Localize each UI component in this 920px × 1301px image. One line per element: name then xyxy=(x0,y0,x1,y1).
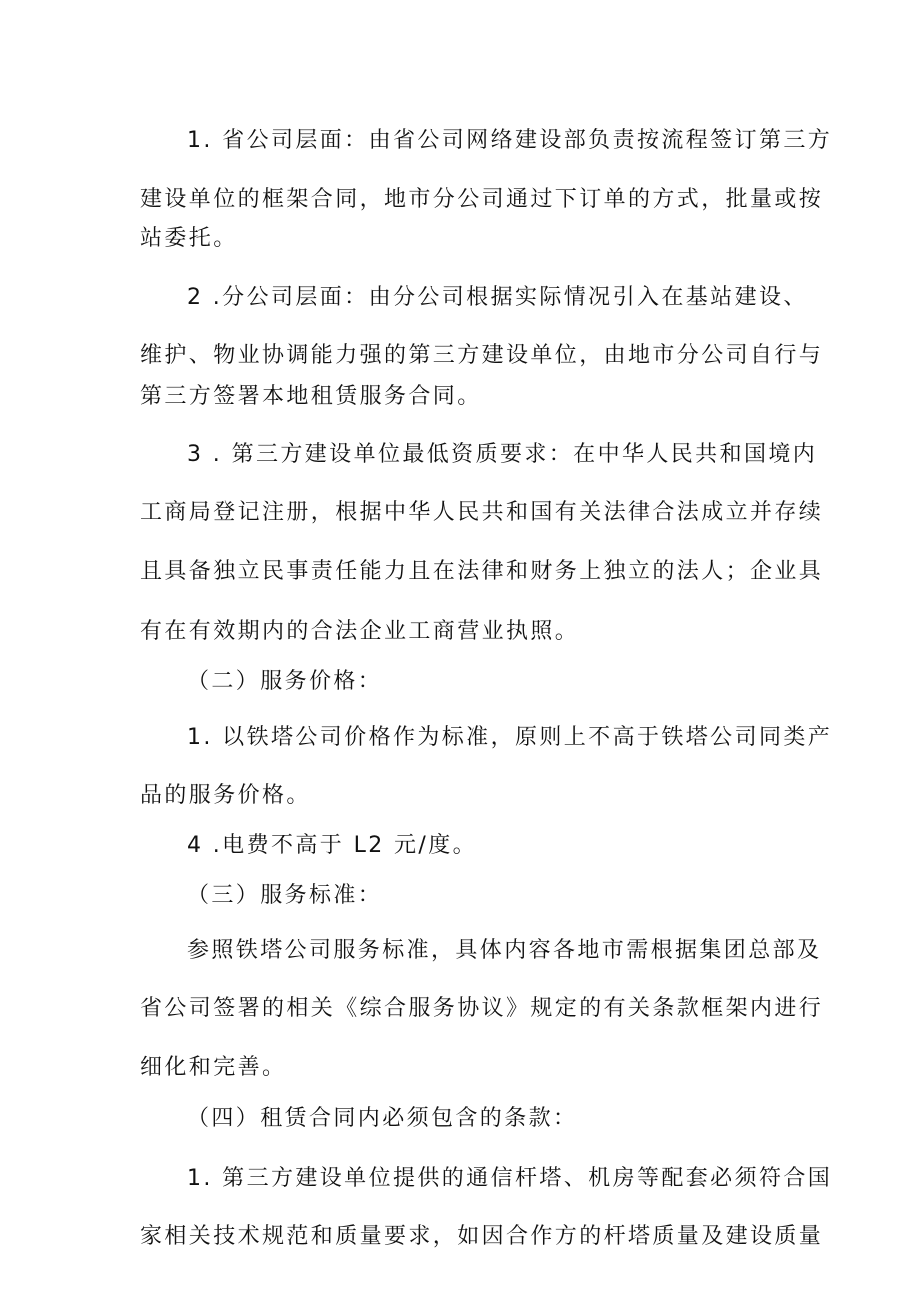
paragraph-1-line-2: 建设单位的框架合同，地市分公司通过下订单的方式，批量或按 xyxy=(140,187,824,212)
section-heading-service-standard: （三）服务标准： xyxy=(187,883,383,908)
standard-text-line-2: 省公司签署的相关《综合服务协议》规定的有关条款框架内进行 xyxy=(140,996,824,1021)
standard-text-line-3: 细化和完善。 xyxy=(140,1055,287,1080)
paragraph-3-line-4: 有在有效期内的合法企业工商营业执照。 xyxy=(140,619,580,644)
standard-text-line-1: 参照铁塔公司服务标准，具体内容各地市需根据集团总部及 xyxy=(187,938,822,963)
clause-item-1-line-2: 家相关技术规范和质量要求，如因合作方的杆塔质量及建设质量 xyxy=(140,1224,824,1249)
clause-item-1-line-1: 1. 第三方建设单位提供的通信杆塔、机房等配套必须符合国 xyxy=(187,1166,833,1191)
price-item-4-line: 4 .电费不高于 L2 元/度。 xyxy=(187,833,478,858)
section-heading-service-price: （二）服务价格： xyxy=(187,669,383,694)
paragraph-3-line-2: 工商局登记注册，根据中华人民共和国有关法律合法成立并存续 xyxy=(140,500,824,525)
price-item-1-line-2: 品的服务价格。 xyxy=(140,783,311,808)
paragraph-2-line-3: 第三方签署本地租赁服务合同。 xyxy=(140,384,482,409)
paragraph-1-line-3: 站委托。 xyxy=(140,226,238,251)
paragraph-1-line-1: 1. 省公司层面：由省公司网络建设部负责按流程签订第三方 xyxy=(187,128,833,153)
paragraph-2-line-1: 2 .分公司层面：由分公司根据实际情况引入在基站建设、 xyxy=(187,285,808,310)
paragraph-2-line-2: 维护、物业协调能力强的第三方建设单位，由地市分公司自行与 xyxy=(140,343,824,368)
paragraph-3-line-1: 3 . 第三方建设单位最低资质要求：在中华人民共和国境内 xyxy=(187,442,818,467)
paragraph-3-line-3: 且具备独立民事责任能力且在法律和财务上独立的法人；企业具 xyxy=(140,559,824,584)
section-heading-lease-clauses: （四）租赁合同内必须包含的条款： xyxy=(187,1106,578,1131)
price-item-1-line-1: 1. 以铁塔公司价格作为标准，原则上不高于铁塔公司同类产 xyxy=(187,725,833,750)
